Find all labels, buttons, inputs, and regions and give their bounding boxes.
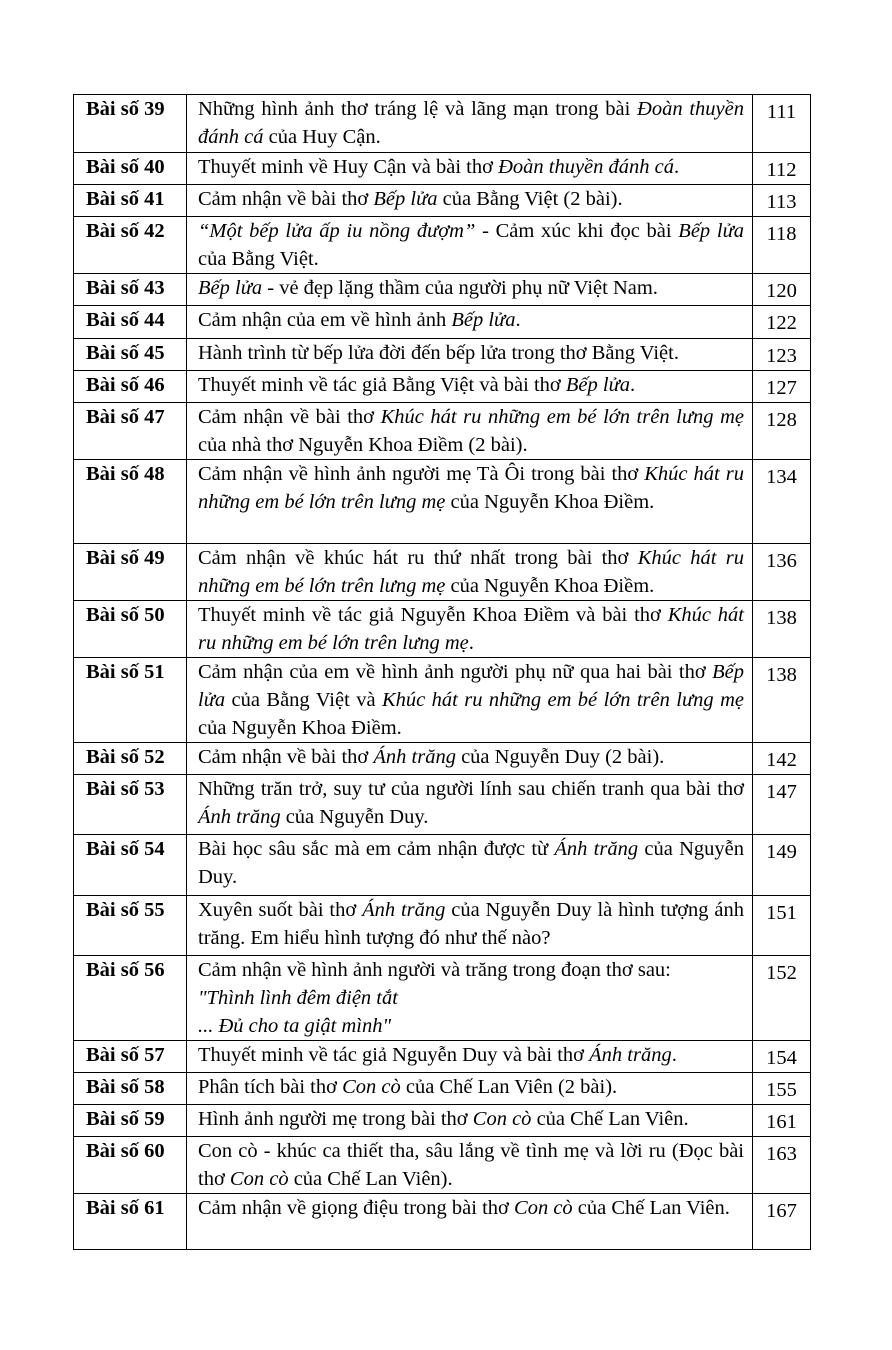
toc-row bbox=[74, 1073, 811, 1105]
italic-title-text: Ánh trăng bbox=[373, 746, 456, 768]
toc-row bbox=[74, 371, 811, 403]
title-text: Thuyết minh về tác giả Bằng Việt và bài thơ bbox=[198, 374, 566, 396]
lesson-number: Bài số 48 bbox=[74, 460, 187, 544]
italic-title-text: Ánh trăng bbox=[589, 1044, 672, 1066]
toc-row bbox=[74, 1105, 811, 1137]
lesson-title bbox=[187, 1041, 753, 1073]
title-text: . bbox=[674, 156, 680, 178]
title-text: Con cò - khúc ca thiết tha, sâu lắng về tình mẹ và lời ru (Đọc bài thơ bbox=[198, 1140, 744, 1190]
page-number: 167 bbox=[753, 1194, 811, 1250]
lesson-number: Bài số 42 bbox=[74, 217, 187, 274]
lesson-title bbox=[187, 601, 753, 658]
title-text: của Huy Cận. bbox=[263, 126, 381, 148]
title-text: Cảm nhận về khúc hát ru thứ nhất trong bài thơ bbox=[198, 547, 638, 569]
title-text: - Cảm xúc khi đọc bài bbox=[475, 220, 679, 242]
title-text: của Nguyễn Duy. bbox=[198, 838, 744, 888]
title-text: Hành trình từ bếp lửa đời đến bếp lửa trong thơ Bằng Việt. bbox=[198, 342, 679, 364]
page-number: 122 bbox=[753, 306, 811, 339]
toc-row bbox=[74, 95, 811, 153]
lesson-title bbox=[187, 835, 753, 896]
lesson-number: Bài số 44 bbox=[74, 306, 187, 339]
title-text: của Nguyễn Duy là hình tượng ánh trăng. Em hiểu hình tượng đó như thế nào? bbox=[198, 899, 744, 949]
lesson-title bbox=[187, 306, 753, 339]
title-text: của Bằng Việt và bbox=[225, 689, 382, 711]
lesson-title bbox=[187, 403, 753, 460]
italic-title-text: “Một bếp lửa ấp iu nồng đượm” bbox=[198, 220, 476, 242]
toc-row bbox=[74, 185, 811, 217]
lesson-title bbox=[187, 1137, 753, 1194]
lesson-number: Bài số 57 bbox=[74, 1041, 187, 1073]
lesson-title bbox=[187, 371, 753, 403]
lesson-number: Bài số 56 bbox=[74, 956, 187, 1041]
italic-title-text: Bếp lửa bbox=[373, 188, 438, 210]
italic-title-text: Con cò bbox=[472, 1108, 532, 1130]
page-number: 134 bbox=[753, 460, 811, 544]
lesson-number: Bài số 50 bbox=[74, 601, 187, 658]
toc-row bbox=[74, 460, 811, 544]
page-number: 120 bbox=[753, 274, 811, 306]
lesson-number: Bài số 41 bbox=[74, 185, 187, 217]
lesson-number: Bài số 47 bbox=[74, 403, 187, 460]
lesson-number: Bài số 51 bbox=[74, 658, 187, 743]
title-text: của Bằng Việt. bbox=[198, 248, 319, 270]
lesson-number: Bài số 40 bbox=[74, 153, 187, 185]
title-text: . bbox=[515, 309, 521, 331]
page-number: 151 bbox=[753, 896, 811, 956]
title-text: của Chế Lan Viên (2 bài). bbox=[400, 1076, 618, 1098]
page-number: 138 bbox=[753, 658, 811, 743]
toc-row bbox=[74, 743, 811, 775]
toc-row bbox=[74, 217, 811, 274]
title-text: Thuyết minh về Huy Cận và bài thơ bbox=[198, 156, 499, 178]
toc-row bbox=[74, 544, 811, 601]
italic-title-text: Con cò bbox=[229, 1168, 289, 1190]
lesson-title bbox=[187, 1073, 753, 1105]
page-number: 123 bbox=[753, 339, 811, 371]
page-number: 111 bbox=[753, 95, 811, 153]
title-text: . bbox=[468, 632, 474, 654]
title-text: Cảm nhận về bài thơ bbox=[198, 406, 381, 428]
page-number: 142 bbox=[753, 743, 811, 775]
italic-title-text: Đoàn thuyền đánh cá bbox=[198, 98, 744, 148]
lesson-title bbox=[187, 153, 753, 185]
lesson-title bbox=[187, 544, 753, 601]
lesson-title bbox=[187, 339, 753, 371]
italic-title-text: Đoàn thuyền đánh cá bbox=[498, 156, 674, 178]
toc-row bbox=[74, 306, 811, 339]
toc-row bbox=[74, 775, 811, 835]
lesson-number: Bài số 59 bbox=[74, 1105, 187, 1137]
italic-title-text: Khúc hát ru những em bé lớn trên lưng mẹ bbox=[380, 406, 744, 428]
toc-row bbox=[74, 1137, 811, 1194]
italic-title-text: Khúc hát ru những em bé lớn trên lưng mẹ bbox=[198, 463, 744, 513]
page-number: 163 bbox=[753, 1137, 811, 1194]
lesson-number: Bài số 61 bbox=[74, 1194, 187, 1250]
italic-title-text: Con cò bbox=[342, 1076, 401, 1098]
title-text: Cảm nhận về hình ảnh người và trăng trong đoạn thơ sau: bbox=[198, 959, 671, 981]
toc-row bbox=[74, 153, 811, 185]
lesson-number: Bài số 39 bbox=[74, 95, 187, 153]
lesson-number: Bài số 45 bbox=[74, 339, 187, 371]
italic-title-text: Khúc hát ru những em bé lớn trên lưng mẹ bbox=[198, 547, 744, 597]
lesson-title bbox=[187, 743, 753, 775]
lesson-number: Bài số 54 bbox=[74, 835, 187, 896]
page-number: 138 bbox=[753, 601, 811, 658]
italic-title-text: Bếp lửa bbox=[198, 277, 263, 299]
toc-body bbox=[74, 95, 811, 1250]
page-number: 128 bbox=[753, 403, 811, 460]
title-text: Cảm nhận của em về hình ảnh người phụ nữ qua hai bài thơ bbox=[198, 661, 713, 683]
lesson-number: Bài số 46 bbox=[74, 371, 187, 403]
lesson-number: Bài số 52 bbox=[74, 743, 187, 775]
lesson-title bbox=[187, 658, 753, 743]
italic-title-text: Bếp lửa bbox=[451, 309, 516, 331]
title-text: Phân tích bài thơ bbox=[198, 1076, 343, 1098]
title-text: của Chế Lan Viên). bbox=[288, 1168, 453, 1190]
page-number: 154 bbox=[753, 1041, 811, 1073]
lesson-number: Bài số 60 bbox=[74, 1137, 187, 1194]
italic-title-text: Khúc hát ru những em bé lớn trên lưng mẹ bbox=[381, 689, 744, 711]
toc-row bbox=[74, 1194, 811, 1250]
page-number: 112 bbox=[753, 153, 811, 185]
title-text: Thuyết minh về tác giả Nguyễn Duy và bài thơ bbox=[198, 1044, 590, 1066]
title-text: . bbox=[630, 374, 636, 396]
page-number: 149 bbox=[753, 835, 811, 896]
page-number: 136 bbox=[753, 544, 811, 601]
title-text: của Nguyễn Khoa Điềm. bbox=[445, 575, 655, 597]
toc-row bbox=[74, 896, 811, 956]
title-text: của Nguyễn Khoa Điềm. bbox=[198, 717, 402, 739]
italic-title-text: Bếp lửa bbox=[565, 374, 631, 396]
italic-title-text: Ánh trăng bbox=[362, 899, 446, 921]
lesson-title bbox=[187, 896, 753, 956]
title-text: Cảm nhận về bài thơ bbox=[198, 188, 374, 210]
italic-title-text: Ánh trăng bbox=[198, 806, 281, 828]
title-text: Những trăn trở, suy tư của người lính sau chiến tranh qua bài thơ bbox=[198, 778, 744, 800]
lesson-title bbox=[187, 1105, 753, 1137]
title-text: của Chế Lan Viên. bbox=[531, 1108, 689, 1130]
lesson-number: Bài số 53 bbox=[74, 775, 187, 835]
title-text: của Nguyễn Duy. bbox=[280, 806, 429, 828]
lesson-title bbox=[187, 1194, 753, 1250]
title-text: của Nguyễn Duy (2 bài). bbox=[455, 746, 665, 768]
lesson-number: Bài số 43 bbox=[74, 274, 187, 306]
italic-title-text: Con cò bbox=[514, 1197, 573, 1219]
page-number: 155 bbox=[753, 1073, 811, 1105]
title-text: - vẻ đẹp lặng thầm của người phụ nữ Việt Nam. bbox=[262, 277, 658, 299]
lesson-number: Bài số 55 bbox=[74, 896, 187, 956]
italic-title-text: ... Đủ cho ta giật mình" bbox=[198, 1015, 392, 1037]
lesson-title bbox=[187, 956, 753, 1041]
lesson-number: Bài số 49 bbox=[74, 544, 187, 601]
title-text: . bbox=[671, 1044, 677, 1066]
title-text: Cảm nhận về giọng điệu trong bài thơ bbox=[198, 1197, 515, 1219]
lesson-title bbox=[187, 274, 753, 306]
italic-title-text: Khúc hát ru những em bé lớn trên lưng mẹ bbox=[198, 604, 745, 654]
lesson-title bbox=[187, 217, 753, 274]
toc-row bbox=[74, 658, 811, 743]
title-text: Xuyên suốt bài thơ bbox=[198, 899, 363, 921]
italic-title-text: Bếp lửa bbox=[198, 661, 744, 711]
toc-row bbox=[74, 339, 811, 371]
page-number: 161 bbox=[753, 1105, 811, 1137]
title-text: của Nguyễn Khoa Điềm. bbox=[445, 491, 655, 513]
title-text: Hình ảnh người mẹ trong bài thơ bbox=[198, 1108, 473, 1130]
page-number: 127 bbox=[753, 371, 811, 403]
title-text: Thuyết minh về tác giả Nguyễn Khoa Điềm và bài thơ bbox=[198, 604, 668, 626]
title-text: của nhà thơ Nguyễn Khoa Điềm (2 bài). bbox=[198, 434, 528, 456]
page-number: 118 bbox=[753, 217, 811, 274]
table-of-contents bbox=[73, 94, 811, 1250]
title-text: Những hình ảnh thơ tráng lệ và lãng mạn trong bài bbox=[198, 98, 638, 120]
title-text: Cảm nhận về bài thơ bbox=[198, 746, 374, 768]
title-text: Cảm nhận về hình ảnh người mẹ Tà Ôi trong bài thơ bbox=[198, 463, 645, 485]
page-number: 152 bbox=[753, 956, 811, 1041]
page-number: 113 bbox=[753, 185, 811, 217]
toc-row bbox=[74, 835, 811, 896]
title-text: Bài học sâu sắc mà em cảm nhận được từ bbox=[198, 838, 555, 860]
lesson-title bbox=[187, 460, 753, 544]
toc-row bbox=[74, 601, 811, 658]
lesson-number: Bài số 58 bbox=[74, 1073, 187, 1105]
toc-row bbox=[74, 274, 811, 306]
italic-title-text: Bếp lửa bbox=[678, 220, 744, 242]
italic-title-text: "Thình lình đêm điện tắt bbox=[198, 987, 398, 1009]
toc-row bbox=[74, 956, 811, 1041]
title-text: của Bằng Việt (2 bài). bbox=[437, 188, 623, 210]
title-text: của Chế Lan Viên. bbox=[572, 1197, 730, 1219]
toc-row bbox=[74, 1041, 811, 1073]
toc-row bbox=[74, 403, 811, 460]
lesson-title bbox=[187, 95, 753, 153]
italic-title-text: Ánh trăng bbox=[554, 838, 639, 860]
lesson-title bbox=[187, 185, 753, 217]
page-number: 147 bbox=[753, 775, 811, 835]
lesson-title bbox=[187, 775, 753, 835]
title-text: Cảm nhận của em về hình ảnh bbox=[198, 309, 452, 331]
